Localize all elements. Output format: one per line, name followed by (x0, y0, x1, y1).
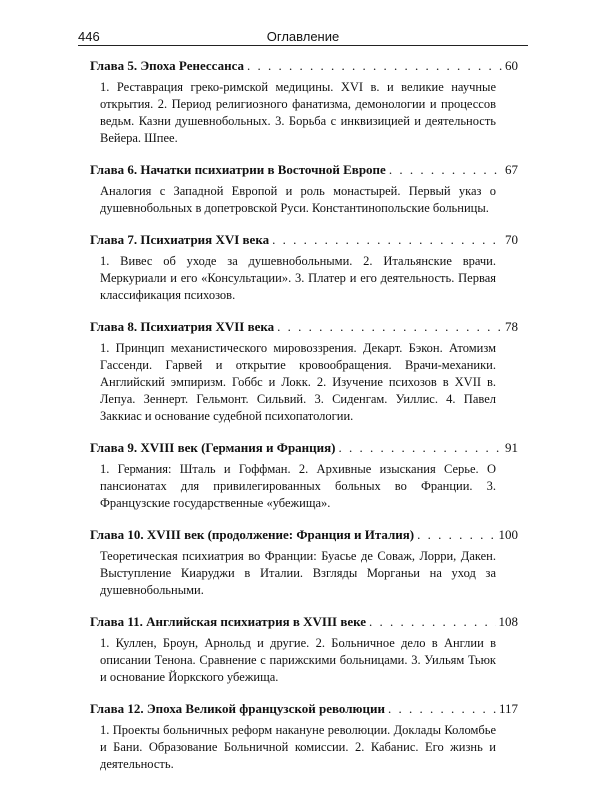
chapter-summary: Теоретическая психиатрия во Франции: Буасье де Соваж, Лорри, Дакен. Выступление Киаруджи в Италии. Взгляды Морганьи на уход за душевнобольными. (100, 549, 496, 597)
chapter-title: Глава 5. Эпоха Ренессанса (90, 58, 245, 73)
chapter-title: Глава 7. Психиатрия XVI века (90, 232, 270, 247)
header-rule (78, 45, 528, 46)
chapter-summary: 1. Проекты больничных реформ накануне революции. Доклады Коломбье и Бани. Образование Больничной комиссии. 2. Кабанис. Его жизнь и деятельность. (100, 723, 496, 771)
chapter-page-number: 67 (505, 162, 518, 177)
chapter-summary: 1. Куллен, Броун, Арнольд и другие. 2. Больничное дело в Англии в описании Тенона. Сравнение с парижскими больницами. 3. Уильям Тьюк и основание Йоркского убежища. (100, 636, 496, 684)
chapter-line (90, 613, 518, 631)
chapter-line (90, 439, 518, 457)
chapter-line (90, 161, 518, 179)
page-number: 446 (78, 29, 100, 44)
toc-entry (90, 700, 518, 773)
chapter-title: Глава 12. Эпоха Великой французской революции (90, 701, 385, 716)
toc-entry (90, 231, 518, 304)
chapter-page-number: 70 (505, 232, 518, 247)
chapter-line (90, 526, 518, 544)
chapter-page-number: 91 (505, 440, 518, 455)
chapter-title: Глава 9. XVIII век (Германия и Франция) (90, 440, 336, 455)
chapter-page-number: 60 (505, 58, 518, 73)
chapter-title: Глава 10. XVIII век (продолжение: Франция и Италия) (90, 527, 415, 542)
chapter-line (90, 231, 518, 249)
chapter-page-number: 100 (498, 527, 518, 542)
dot-leader (247, 57, 502, 75)
toc-entry (90, 57, 518, 147)
dot-leader (339, 439, 502, 457)
chapter-summary: 1. Вивес об уходе за душевнобольными. 2. Итальянские врачи. Меркуриали и его «Консультации». 3. Платер и его деятельность. Первая классификация психозов. (100, 254, 496, 302)
chapter-title: Глава 6. Начатки психиатрии в Восточной Европе (90, 162, 386, 177)
dot-leader (369, 613, 495, 631)
chapter-summary: Аналогия с Западной Европой и роль монастырей. Первый указ о душевнобольных в допетровской Руси. Константинопольские больницы. (100, 184, 496, 215)
dot-leader (417, 526, 495, 544)
chapter-line (90, 57, 518, 75)
chapter-summary: 1. Германия: Шталь и Гоффман. 2. Архивные изыскания Серье. О пансионатах для привилегированных больных во Франции. 3. Французские государственные «убежища». (100, 462, 496, 510)
chapter-page-number: 108 (498, 614, 518, 629)
chapter-line (90, 700, 518, 718)
table-of-contents (90, 57, 518, 787)
chapter-summary: 1. Реставрация греко-римской медицины. XVI в. и великие научные открытия. 2. Период религиозного фанатизма, демонологии и процессов ведьм. Казни душевнобольных. 3. Борьба с инквизицией и деятельность Вейера. Шпее. (100, 80, 496, 145)
dot-leader (388, 700, 496, 718)
chapter-summary: 1. Принцип механистического мировоззрения. Декарт. Бэкон. Атомизм Гассенди. Гарвей и открытие кровообращения. Врачи-механики. Английский эмпиризм. Гоббс и Локк. 2. Изучение психозов в XVII в. Лепуа. Зеннерт. Гельмонт. Сильвий. 3. Сиденгам. Уиллис. 4. Павел Заккиас и основание судебной психопатологии. (100, 341, 496, 423)
chapter-title: Глава 8. Психиатрия XVII века (90, 319, 275, 334)
section-title: Оглавление (266, 29, 340, 44)
dot-leader (389, 161, 502, 179)
toc-entry (90, 613, 518, 686)
chapter-page-number: 117 (498, 701, 518, 716)
chapter-page-number: 78 (505, 319, 518, 334)
toc-entry (90, 526, 518, 599)
chapter-line (90, 318, 518, 336)
running-head (78, 26, 528, 46)
toc-entry (90, 161, 518, 217)
dot-leader (277, 318, 502, 336)
toc-entry (90, 318, 518, 425)
chapter-title: Глава 11. Английская психиатрия в XVIII веке (90, 614, 367, 629)
dot-leader (272, 231, 502, 249)
toc-entry (90, 439, 518, 512)
